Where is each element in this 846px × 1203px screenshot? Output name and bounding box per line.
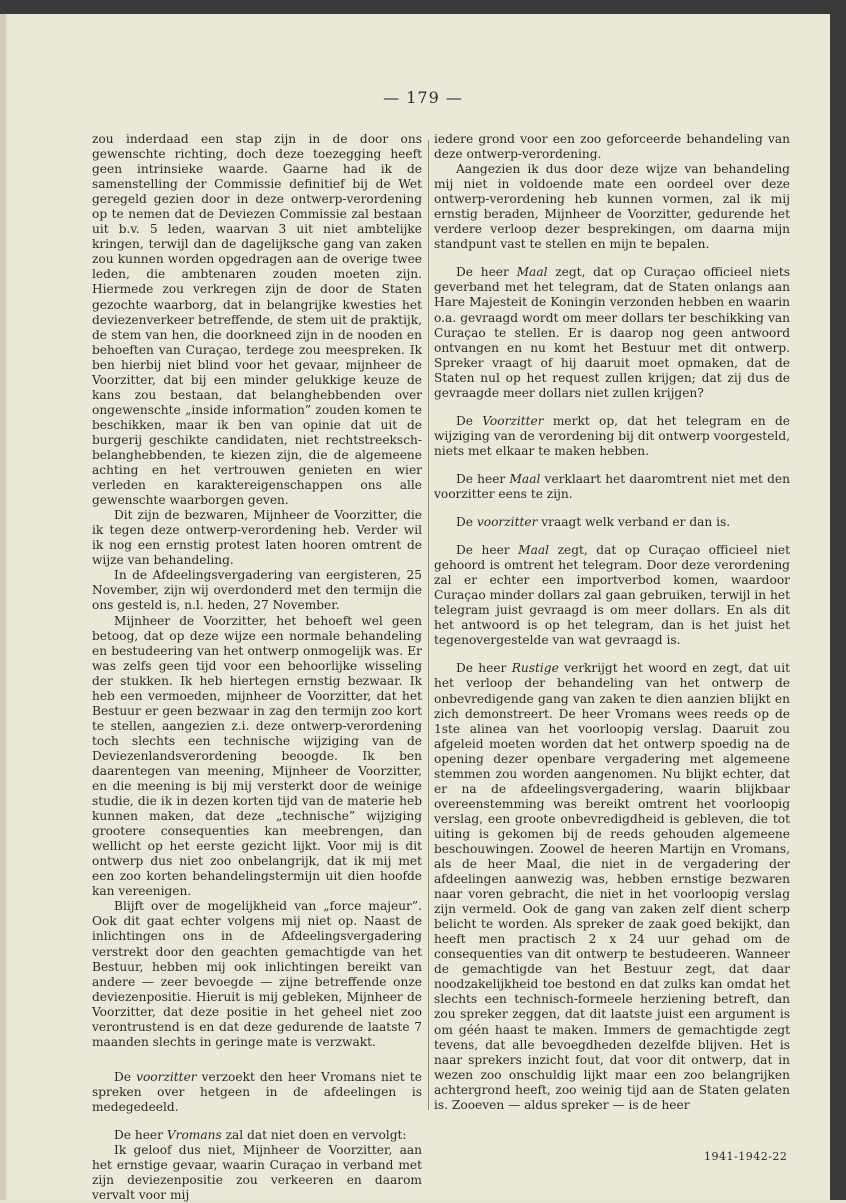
paragraph: Ik geloof dus niet, Mijnheer de Voorzitter, aan het ernstige gevaar, waarin Curaçao in verband met zijn deviezenpositie zou verkeeren en daarom vervalt voor mij	[92, 1143, 422, 1203]
paragraph-text-before: De heer	[456, 471, 510, 486]
paragraph: Mijnheer de Voorzitter, het behoeft wel geen betoog, dat op deze wijze een normale behandeling en bestudeering van het ontwerp onmogelijk was. Er was zelfs geen tijd voor een behoorlijke wisseling der stukken. Ik heb hiertegen ernstig bezwaar. Ik heb een vermoeden, mijnheer de Voorzitter, dat het Bestuur er geen bezwaar in zag den termijn zoo kort te stellen, aangezien z.i. deze ontwerp-verordening toch slechts een technische wijziging van de Deviezenlandsverordening beoogde. Ik ben daarentegen van meening, Mijnheer de Voorzitter, en die meening is bij mij versterkt door de weinige studie, die ik in dezen korten tijd van de materie heb kunnen maken, dat deze „technische” wijziging grootere consequenties kan meebrengen, dan wellicht op het eerste gezicht lijkt. Voor mij is dit ontwerp dus niet zoo onbelangrijk, dat ik mij met een zoo korten behandelingstermijn uit dien hoofde kan vereenigen.	[92, 613, 422, 899]
paragraph	[434, 414, 790, 459]
paragraph-text-before: De	[114, 1069, 137, 1084]
paragraph: Blijft over de mogelijkheid van „force majeur”. Ook dit gaat echter volgens mij niet op. Naast de inlichtingen ons in de Afdeelingsvergadering verstrekt door den geachten gemachtigde van het Bestuur, hebben mij ook inlichtingen bereikt van andere — zeer bevoegde — zijne betreffende onze deviezenpositie. Hieruit is mij gebleken, Mijnheer de Voorzitter, dat deze positie in het geheel niet zoo verontrustend is en dat deze gedurende de laatste 7 maanden slechts in geringe mate is verzwakt.	[92, 899, 422, 1049]
paragraph	[434, 661, 790, 1112]
paragraph	[434, 515, 790, 530]
scan-border-left	[0, 14, 6, 1200]
paragraph	[434, 543, 790, 648]
speaker-name: voorzitter	[136, 1069, 197, 1084]
paragraph-text-after: zegt, dat op Curaçao officieel niet gehoord is omtrent het telegram. Door deze verordening zal er echter een importverbod komen, waardoor Curaçao minder dollars zal gaan gebruiken, terwijl in het telegram juist gevraagd is om meer dollars. En als dit het antwoord is op het telegram, dan is het juist het tegenovergestelde van wat gevraagd is.	[434, 543, 790, 648]
page-number: — 179 —	[383, 88, 463, 107]
paragraph	[92, 1070, 422, 1115]
archive-code: 1941-1942-22	[704, 1150, 788, 1163]
paragraph	[92, 1128, 422, 1143]
speaker-name: Maal	[509, 471, 541, 486]
paragraph-text-after: vraagt welk verband er dan is.	[537, 515, 731, 530]
paragraph-text-before: De heer	[456, 265, 517, 280]
paragraph-text-after: zal dat niet doen en vervolgt:	[221, 1128, 407, 1142]
paragraph: Aangezien ik dus door deze wijze van behandeling mij niet in voldoende mate een oordeel over deze ontwerp-verordening heb kunnen vormen, zal ik mij ernstig beraden, Mijnheer de Voorzitter, gedurende het verdere verloop dezer besprekingen, om daarna mijn standpunt vast te stellen en mijn te bepalen.	[434, 162, 790, 252]
paragraph: Dit zijn de bezwaren, Mijnheer de Voorzitter, die ik tegen deze ontwerp-verordening heb. Verder wil ik nog een ernstig protest laten hooren omtrent de wijze van behandeling.	[92, 508, 422, 568]
paragraph	[434, 472, 790, 502]
paragraph-text-before: De	[456, 515, 477, 530]
scan-border-right	[830, 0, 846, 1200]
speaker-name: voorzitter	[476, 515, 538, 530]
speaker-name: Maal	[518, 543, 550, 558]
scan-border-top	[0, 0, 846, 14]
paragraph: zou inderdaad een stap zijn in de door ons gewenschte richting, doch deze toezegging heeft geen intrinsieke waarde. Gaarne had ik de samenstelling der Commissie definitief bij de Wet geregeld gezien door in deze ontwerp-verordening op te nemen dat de Deviezen Commissie zal bestaan uit b.v. 5 leden, waarvan 3 uit niet ambtelijke kringen, terwijl dan de dagelijksche gang van zaken zou kunnen worden opgedragen aan de overige twee leden, die ambtenaren zouden moeten zijn. Hiermede zou verkregen zijn de door de Staten gezochte waarborg, dat in belangrijke kwesties het deviezenverkeer betreffende, de stem uit de praktijk, de stem van hen, die doorkneed zijn in de nooden en behoeften van Curaçao, terdege zou meespreken. Ik ben hierbij niet blind voor het gevaar, mijnheer de Voorzitter, dat bij een minder gelukkige keuze de kans zou bestaan, dat belanghebbenden over ongewenschte „inside information” zouden komen te beschikken, maar ik ben van opinie dat uit de burgerij geschikte candidaten, niet rechtstreeksch-belanghebbenden, te kiezen zijn, die de algemeene achting en het vertrouwen genieten en wier verleden en karaktereigenschappen ons alle gewenschte waarborgen geven.	[92, 132, 422, 508]
column-divider	[428, 140, 429, 1110]
paragraph-text-before: De	[456, 413, 483, 428]
paragraph: In de Afdeelingsvergadering van eergisteren, 25 November, zijn wij overdonderd met den termijn die ons gesteld is, n.l. heden, 27 November.	[92, 568, 422, 613]
left-column	[92, 132, 422, 1203]
paragraph-text-after: verkrijgt het woord en zegt, dat uit het verloop der behandeling van het ontwerp de onbevredigende gang van zaken te dien aanzien blijkt en zich demonstreert. De heer Vromans wees reeds op de 1ste alinea van het voorloopig verslag. Daaruit zou afgeleid moeten worden dat het ontwerp spoedig na de opening dezer openbare vergadering met algemeene stemmen zou worden aangenomen. Nu blijkt echter, dat er na de afdeelingsvergadering, waarin blijkbaar overeenstemming was bereikt omtrent het voorloopig verslag, een groote onbevredigdheid is gebleven, die tot uiting is gekomen bij de reeds gehouden algemeene beschouwingen. Zoowel de heeren Martijn en Vromans, als de heer Maal, die niet in de vergadering der afdeelingen aanwezig was, hebben ernstige bezwaren naar voren gebracht, die niet in het voorloopig verslag zijn vermeld. Ook de gang van zaken zelf dient scherp belicht te worden. Als spreker de zaak goed bekijkt, dan heeft men practisch 2 x 24 uur gehad om de consequenties van dit ontwerp te bestudeeren. Wanneer de gemachtigde van het Bestuur zegt, dat daar noodzakelijkheid toe bestond en dat zulks kan omdat het slechts een technisch-formeele herziening betreft, dan zou spreker zeggen, dat dit laatste juist een argument is om géén haast te maken. Immers de gemachtigde zegt tevens, dat alle bevoegdheden dezelfde blijven. Het is naar sprekers inzicht fout, dat voor dit ontwerp, dat in wezen zoo onschuldig lijkt maar een zoo belangrijken achtergrond heeft, zoo weinig tijd aan de Staten gelaten is. Zooeven — aldus spreker — is de heer	[434, 661, 791, 1112]
paragraph	[434, 265, 790, 400]
paragraph-text-after: zegt, dat op Curaçao officieel niets geverband met het telegram, dat de Staten onlangs aan Hare Majesteit de Koningin verzonden hebben en waarin o.a. gevraagd wordt om meer dollars ter beschikking van Curaçao te stellen. Er is daarop nog geen antwoord ontvangen en nu komt het Bestuur met dit ontwerp. Spreker vraagt of hij daaruit moet opmaken, dat de Staten nul op het request zullen krijgen; dat zij dus de gevraagde meer dollars niet zullen krijgen?	[434, 265, 790, 400]
paragraph-text-after: verzoekt den heer Vromans niet te spreken over hetgeen in de afdeelingen is medegedeeld.	[92, 1069, 423, 1114]
paragraph-text-before: De heer	[456, 661, 512, 676]
right-column	[434, 132, 790, 1113]
speaker-name: Voorzitter	[482, 413, 544, 428]
paragraph-text-after: verklaart het daaromtrent niet met den voorzitter eens te zijn.	[434, 471, 790, 501]
paragraph-text-before: De heer	[456, 543, 519, 558]
speaker-name: Vromans	[166, 1128, 222, 1142]
paragraph-text-before: De heer	[114, 1128, 167, 1142]
paragraph-text-after: merkt op, dat het telegram en de wijziging van de verordening bij dit ontwerp voorgesteld, niets met elkaar te maken hebben.	[434, 413, 790, 458]
paragraph: iedere grond voor een zoo geforceerde behandeling van deze ontwerp-verordening.	[434, 132, 790, 162]
speaker-name: Rustige	[511, 661, 559, 676]
speaker-name: Maal	[516, 265, 548, 280]
